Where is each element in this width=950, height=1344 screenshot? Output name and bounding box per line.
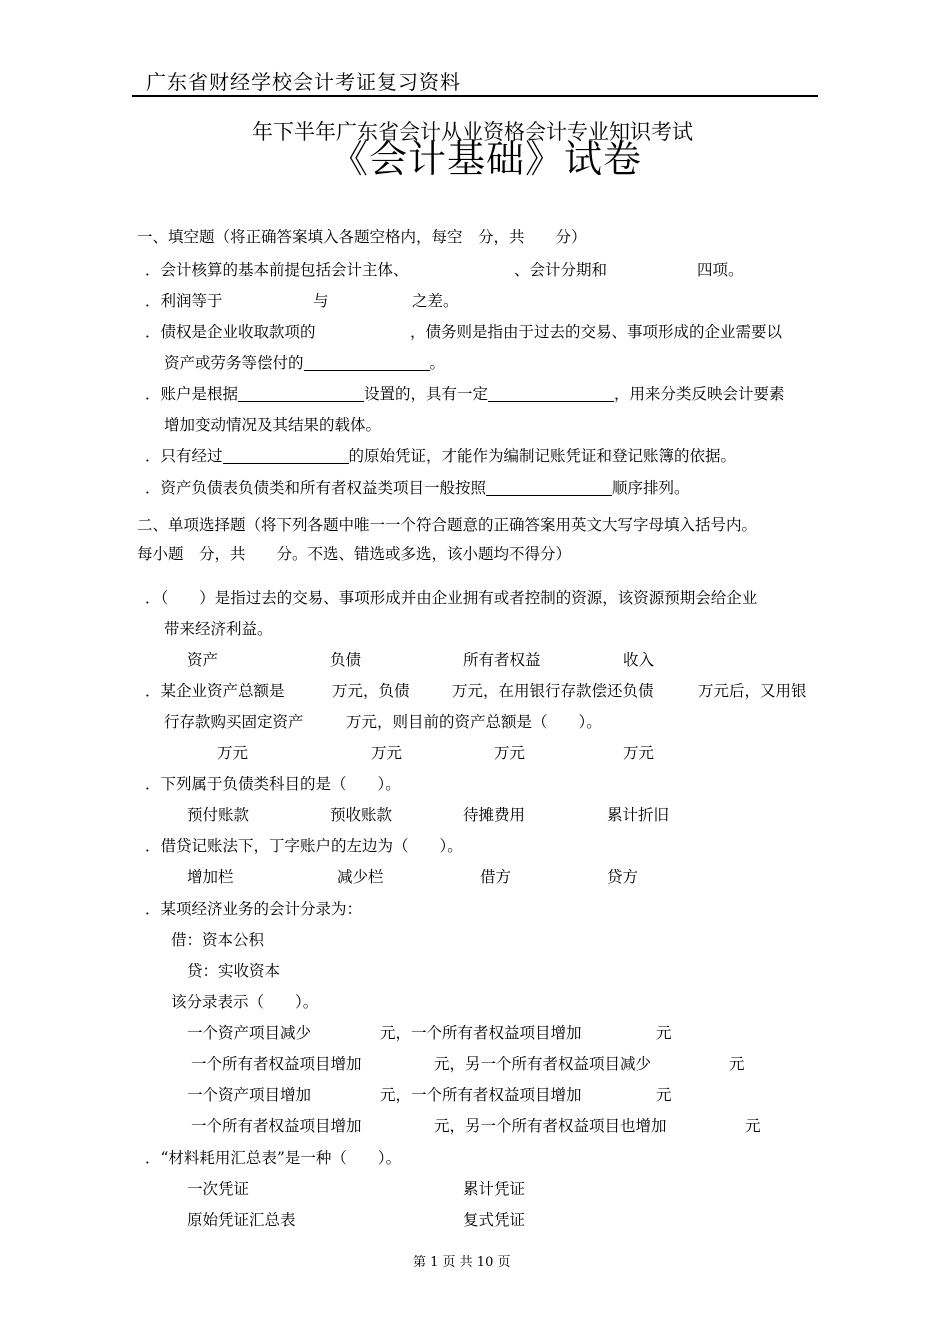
mc6-text: ．“材料耗用汇总表”是一种（ ）。 — [145, 1149, 402, 1167]
q6-text-a: ．资产负债表负债类和所有者权益类项目一般按照 — [145, 479, 487, 497]
section2-heading-line2: 每小题 分，共 分。不选、错选或多选，该小题均不得分） — [137, 545, 572, 563]
q1-text-c: 四项。 — [697, 261, 744, 279]
mc3-option[interactable]: 累计折旧 — [607, 806, 670, 824]
mc5-ask: 该分录表示（ ）。 — [171, 993, 319, 1011]
mc5-option1-a[interactable]: 一个资产项目减少 — [187, 1024, 312, 1042]
mc5-option2-a[interactable]: 一个所有者权益项目增加 — [191, 1055, 362, 1073]
mc5-option4-c: 元 — [745, 1117, 761, 1135]
mc6-option[interactable]: 复式凭证 — [463, 1211, 526, 1229]
q1-text-b: 、会计分期和 — [514, 261, 608, 279]
mc2-text-a1: ．某企业资产总额是 — [145, 682, 285, 700]
mc1-text-a: ．（ ）是指过去的交易、事项形成并由企业拥有或者控制的资源，该资源预期会给企业 — [145, 589, 758, 607]
mc4-option[interactable]: 借方 — [480, 868, 512, 886]
mc2-option[interactable]: 万元 — [623, 744, 655, 762]
mc6-option[interactable]: 一次凭证 — [187, 1180, 250, 1198]
q2-text-b: 与 — [313, 292, 329, 310]
mc3-option[interactable]: 预付账款 — [187, 806, 250, 824]
document-header: 广东省财经学校会计考证复习资料 — [146, 70, 461, 94]
mc1-text-b: 带来经济利益。 — [164, 620, 273, 638]
q3-line2 — [164, 351, 445, 373]
q5-text-b: 的原始凭证，才能作为编制记账凭证和登记账簿的依据。 — [348, 447, 737, 465]
mc2-text-b2: 万元，则目前的资产总额是（ ）。 — [346, 713, 602, 731]
q4-text-b: 设置的，具有一定 — [364, 385, 489, 403]
mc4-text: ．借贷记账法下，丁字账户的左边为（ ）。 — [145, 837, 463, 855]
mc5-debit-entry: 借：资本公积 — [171, 931, 265, 949]
mc2-option[interactable]: 万元 — [371, 744, 403, 762]
q4-line1 — [145, 382, 785, 404]
exam-title: 年下半年广东省会计从业资格会计专业知识考试 — [252, 120, 693, 144]
answer-blank[interactable] — [486, 478, 612, 496]
section2-heading-line1: 二、单项选择题（将下列各题中唯一一个符合题意的正确答案用英文大写字母填入括号内。 — [137, 516, 758, 534]
mc5-option4-b: 元，另一个所有者权益项目也增加 — [434, 1117, 667, 1135]
mc4-option[interactable]: 贷方 — [607, 868, 639, 886]
mc1-option[interactable]: 负债 — [330, 651, 362, 669]
q2-text-c: 之差。 — [412, 292, 459, 310]
q3-text-a: ．债权是企业收取款项的 — [145, 323, 316, 341]
mc4-option[interactable]: 减少栏 — [337, 868, 384, 886]
q6-text-b: 顺序排列。 — [612, 479, 690, 497]
q3-text-d: 。 — [429, 354, 446, 372]
q5-line — [145, 444, 736, 466]
mc2-option[interactable]: 万元 — [217, 744, 249, 762]
mc3-option[interactable]: 预收账款 — [330, 806, 393, 824]
mc5-option3-a[interactable]: 一个资产项目增加 — [187, 1086, 312, 1104]
header-divider — [132, 95, 818, 97]
q4-text-d: 增加变动情况及其结果的载体。 — [164, 416, 382, 434]
mc5-option3-b: 元，一个所有者权益项目增加 — [380, 1086, 582, 1104]
mc2-text-b1: 行存款购买固定资产 — [164, 713, 304, 731]
answer-blank[interactable] — [238, 384, 364, 402]
q5-text-a: ．只有经过 — [145, 447, 223, 465]
q3-text-b: ，债务则是指由于过去的交易、事项形成的企业需要以 — [410, 323, 783, 341]
mc1-option[interactable]: 资产 — [187, 651, 219, 669]
q4-text-a: ．账户是根据 — [145, 385, 239, 403]
mc5-option1-c: 元 — [656, 1024, 672, 1042]
answer-blank[interactable] — [223, 446, 349, 464]
page-number: 第 1 页 共 10 页 — [413, 1255, 511, 1270]
mc5-text: ．某项经济业务的会计分录为： — [145, 900, 363, 918]
mc6-option[interactable]: 原始凭证汇总表 — [187, 1211, 296, 1229]
q4-text-c: ，用来分类反映会计要素 — [614, 385, 785, 403]
mc2-option[interactable]: 万元 — [494, 744, 526, 762]
mc5-credit-entry: 贷：实收资本 — [187, 962, 281, 980]
mc5-option3-c: 元 — [656, 1086, 672, 1104]
answer-blank[interactable] — [304, 353, 430, 371]
mc1-option[interactable]: 收入 — [623, 651, 655, 669]
mc2-text-a4: 万元后，又用银 — [698, 682, 807, 700]
mc4-option[interactable]: 增加栏 — [187, 868, 234, 886]
mc5-option1-b: 元，一个所有者权益项目增加 — [380, 1024, 582, 1042]
mc5-option4-a[interactable]: 一个所有者权益项目增加 — [191, 1117, 362, 1135]
q6-line — [145, 476, 690, 498]
q1-text-a: ．会计核算的基本前提包括会计主体、 — [145, 261, 409, 279]
mc3-text: ．下列属于负债类科目的是（ ）。 — [145, 775, 401, 793]
q2-text-a: ．利润等于 — [145, 292, 223, 310]
section1-heading: 一、填空题（将正确答案填入各题空格内，每空 分，共 分） — [137, 228, 587, 246]
mc1-option[interactable]: 所有者权益 — [463, 651, 541, 669]
mc5-option2-b: 元，另一个所有者权益项目减少 — [434, 1055, 652, 1073]
mc2-text-a2: 万元，负债 — [332, 682, 410, 700]
mc6-option[interactable]: 累计凭证 — [463, 1180, 526, 1198]
exam-subtitle: 《会计基础》试卷 — [330, 137, 643, 181]
answer-blank[interactable] — [488, 384, 614, 402]
q3-text-c: 资产或劳务等偿付的 — [164, 354, 304, 372]
mc2-text-a3: 万元，在用银行存款偿还负债 — [452, 682, 654, 700]
mc5-option2-c: 元 — [729, 1055, 745, 1073]
mc3-option[interactable]: 待摊费用 — [463, 806, 526, 824]
